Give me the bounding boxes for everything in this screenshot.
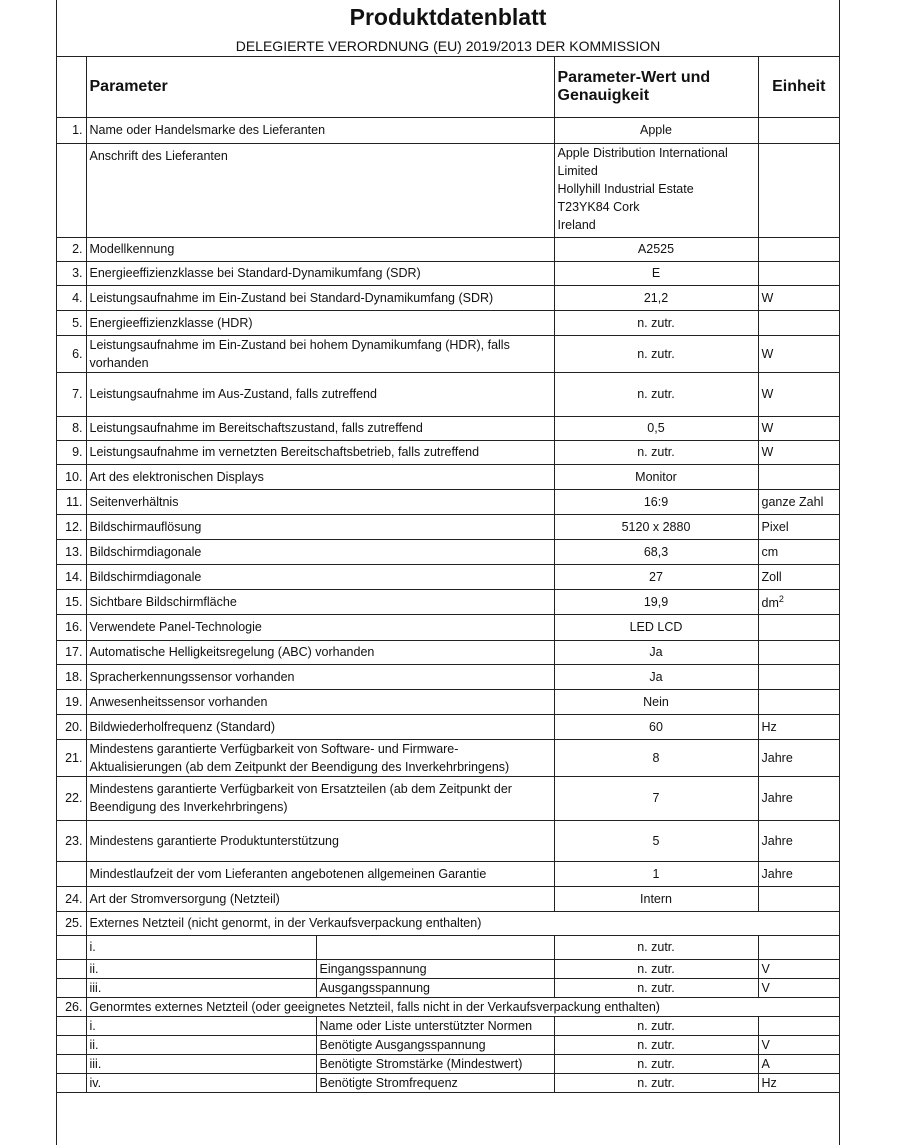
row-value: 5120 x 2880: [554, 514, 758, 539]
sub-row: [57, 1035, 839, 1054]
row-unit: [758, 310, 839, 335]
sub-row-spacer: [57, 978, 86, 997]
row-value: Intern: [554, 886, 758, 911]
sub-row-spacer: [57, 935, 86, 959]
sub-row-unit: Hz: [758, 1073, 839, 1092]
row-number: 3.: [57, 261, 86, 285]
row-parameter: Mindestens garantierte Produktunterstützung: [86, 820, 554, 861]
row-number: 4.: [57, 285, 86, 310]
address-line: Apple Distribution International: [557, 145, 728, 160]
row-number: 22.: [57, 776, 86, 820]
row-value: n. zutr.: [554, 310, 758, 335]
row-value: 0,5: [554, 416, 758, 440]
document-subtitle: DELEGIERTE VERORDNUNG (EU) 2019/2013 DER KOMMISSION: [235, 38, 661, 54]
row-unit: [758, 464, 839, 489]
row-unit: [758, 589, 839, 614]
sub-row-index: iv.: [86, 1073, 316, 1092]
row-value: n. zutr.: [554, 335, 758, 372]
unit-text: W: [761, 421, 774, 435]
row-parameter: Art der Stromversorgung (Netzteil): [86, 886, 554, 911]
table-row: [57, 261, 839, 285]
row-number: 11.: [57, 489, 86, 514]
row-parameter: Leistungsaufnahme im Aus-Zustand, falls zutreffend: [86, 372, 554, 416]
row-number: 23.: [57, 820, 86, 861]
row-parameter: Automatische Helligkeitsregelung (ABC) vorhanden: [86, 640, 554, 664]
table-row: [57, 776, 839, 820]
row-value: Nein: [554, 689, 758, 714]
address-line: Ireland: [557, 217, 596, 232]
row-unit: [758, 689, 839, 714]
row-unit: [758, 117, 839, 143]
unit-text: W: [761, 290, 774, 305]
unit-text: cm: [761, 544, 779, 559]
row-parameter: Modellkennung: [86, 237, 554, 261]
row-unit: [758, 886, 839, 911]
row-parameter: Name oder Handelsmarke des Lieferanten: [86, 117, 554, 143]
row-unit: [758, 739, 839, 776]
header-unit: Einheit: [758, 57, 839, 117]
row-number: 9.: [57, 440, 86, 464]
unit-text: Jahre: [761, 750, 793, 765]
row-value: 1: [554, 861, 758, 886]
address-line: Limited: [557, 163, 598, 178]
address-line: T23YK84 Cork: [557, 199, 640, 214]
row-parameter: Anwesenheitssensor vorhanden: [86, 689, 554, 714]
sub-row-unit: A: [758, 1054, 839, 1073]
unit-text: Pixel: [761, 519, 789, 534]
sub-row: [57, 1073, 839, 1092]
row-number: 8.: [57, 416, 86, 440]
row-value: 27: [554, 564, 758, 589]
row-unit: [758, 489, 839, 514]
row-unit: [758, 335, 839, 372]
sub-row-index: i.: [86, 1016, 316, 1035]
address-line: Hollyhill Industrial Estate: [557, 181, 694, 196]
sub-row-label: Benötigte Stromstärke (Mindestwert): [316, 1054, 554, 1073]
sub-row-spacer: [57, 1035, 86, 1054]
row-unit: [758, 640, 839, 664]
sub-row-value: n. zutr.: [554, 935, 758, 959]
row-unit: [758, 539, 839, 564]
table-row: [57, 714, 839, 739]
header-parameter: Parameter: [86, 57, 554, 117]
table-row: [57, 820, 839, 861]
table-row: [57, 440, 839, 464]
table-row: [57, 614, 839, 640]
row-parameter: Seitenverhältnis: [86, 489, 554, 514]
unit-text: W: [761, 346, 774, 361]
sub-row-value: n. zutr.: [554, 959, 758, 978]
table-row: [57, 640, 839, 664]
row-unit: [758, 564, 839, 589]
row-value: Ja: [554, 640, 758, 664]
document-title: Produktdatenblatt: [349, 4, 547, 30]
row-parameter: Leistungsaufnahme im Ein-Zustand bei hohem Dynamikumfang (HDR), falls vorhanden: [86, 335, 554, 372]
row-value: 5: [554, 820, 758, 861]
row-number: 18.: [57, 664, 86, 689]
unit-text: Jahre: [761, 833, 793, 848]
table-row: [57, 335, 839, 372]
row-unit: [758, 261, 839, 285]
table-row: [57, 416, 839, 440]
row-parameter: Mindestens garantierte Verfügbarkeit von Software- und Firmware-Aktualisierungen (ab dem Zeitpunkt der Beendigung des Inverkehrbringens): [86, 739, 554, 776]
sub-row-label: Benötigte Ausgangsspannung: [316, 1035, 554, 1054]
row-unit: [758, 714, 839, 739]
row-parameter: Energieeffizienzklasse (HDR): [86, 310, 554, 335]
unit-text: Hz: [761, 719, 777, 734]
sub-row-value: n. zutr.: [554, 1035, 758, 1054]
sub-row: [57, 1016, 839, 1035]
row-value: 60: [554, 714, 758, 739]
row-value: Monitor: [554, 464, 758, 489]
row-unit: [758, 285, 839, 310]
sub-row-label: Name oder Liste unterstützter Normen: [316, 1016, 554, 1035]
table-row: [57, 739, 839, 776]
row-parameter: Bildschirmdiagonale: [86, 539, 554, 564]
row-parameter: Verwendete Panel-Technologie: [86, 614, 554, 640]
row-parameter: Energieeffizienzklasse bei Standard-Dynamikumfang (SDR): [86, 261, 554, 285]
table-row: [57, 689, 839, 714]
parameter-table: [57, 57, 839, 1093]
unit-text: Jahre: [761, 866, 793, 881]
table-row: [57, 372, 839, 416]
sub-row: [57, 959, 839, 978]
row-unit: [758, 664, 839, 689]
row-number: 1.: [57, 117, 86, 143]
row-number: 24.: [57, 886, 86, 911]
table-row: [57, 117, 839, 143]
row-number: 13.: [57, 539, 86, 564]
unit-text: W: [761, 387, 774, 401]
row-value: 16:9: [554, 489, 758, 514]
table-row: [57, 464, 839, 489]
row-parameter: Leistungsaufnahme im Ein-Zustand bei Standard-Dynamikumfang (SDR): [86, 285, 554, 310]
row-parameter: Anschrift des Lieferanten: [86, 143, 554, 237]
row-number: 10.: [57, 464, 86, 489]
sub-row-index: ii.: [86, 1035, 316, 1054]
row-number: 2.: [57, 237, 86, 261]
sub-row-spacer: [57, 959, 86, 978]
sub-row-spacer: [57, 1016, 86, 1035]
section26-header: [57, 997, 839, 1016]
header-value: Parameter-Wert und Genauigkeit: [554, 57, 758, 117]
row-unit: [758, 237, 839, 261]
row-parameter: Sichtbare Bildschirmfläche: [86, 589, 554, 614]
sub-row-unit: V: [758, 1035, 839, 1054]
row-unit: [758, 776, 839, 820]
row-parameter: Leistungsaufnahme im vernetzten Bereitschaftsbetrieb, falls zutreffend: [86, 440, 554, 464]
row-number: 12.: [57, 514, 86, 539]
unit-superscript: 2: [778, 594, 784, 605]
row-number: 19.: [57, 689, 86, 714]
row-parameter: Mindestlaufzeit der vom Lieferanten angebotenen allgemeinen Garantie: [86, 861, 554, 886]
row-number: 5.: [57, 310, 86, 335]
row-unit: [758, 440, 839, 464]
row-parameter: Bildschirmdiagonale: [86, 564, 554, 589]
unit-text: W: [761, 445, 774, 459]
table-row: [57, 310, 839, 335]
title-block: [57, 0, 839, 57]
row-value: 68,3: [554, 539, 758, 564]
row-value: A2525: [554, 237, 758, 261]
sub-row-unit: [758, 935, 839, 959]
sub-row-value: n. zutr.: [554, 978, 758, 997]
row-value: 8: [554, 739, 758, 776]
table-row: [57, 237, 839, 261]
row-number: 15.: [57, 589, 86, 614]
row-number: 21.: [57, 739, 86, 776]
section25-header: [57, 911, 839, 935]
row-value: Apple: [554, 117, 758, 143]
row-unit: [758, 143, 839, 237]
row-unit: [758, 372, 839, 416]
sub-row-index: ii.: [86, 959, 316, 978]
unit-text: ganze Zahl: [761, 494, 824, 509]
unit-text: Jahre: [761, 791, 793, 805]
table-row: [57, 539, 839, 564]
row-unit: [758, 820, 839, 861]
row-number: 7.: [57, 372, 86, 416]
sub-row-unit: [758, 1016, 839, 1035]
table-row: [57, 143, 839, 237]
table-row: [57, 489, 839, 514]
sub-row-index: iii.: [86, 978, 316, 997]
header-number-cell: [57, 57, 86, 117]
row-value: LED LCD: [554, 614, 758, 640]
row-number: 14.: [57, 564, 86, 589]
table-row: [57, 664, 839, 689]
sub-row-label: Benötigte Stromfrequenz: [316, 1073, 554, 1092]
row-value: n. zutr.: [554, 372, 758, 416]
row-value: E: [554, 261, 758, 285]
sub-row: [57, 935, 839, 959]
row-parameter: Art des elektronischen Displays: [86, 464, 554, 489]
row-unit: [758, 614, 839, 640]
row-unit: [758, 861, 839, 886]
sub-row-value: n. zutr.: [554, 1054, 758, 1073]
row-value-address: [554, 143, 758, 237]
row-value: 7: [554, 776, 758, 820]
section-number: 26.: [57, 997, 86, 1016]
sub-row-index: i.: [86, 935, 316, 959]
table-row: [57, 514, 839, 539]
unit-text: Zoll: [761, 569, 782, 584]
sub-row-spacer: [57, 1073, 86, 1092]
row-parameter: Bildschirmauflösung: [86, 514, 554, 539]
product-datasheet: [56, 0, 840, 1145]
table-row: [57, 861, 839, 886]
table-header-row: [57, 57, 839, 117]
sub-row: [57, 1054, 839, 1073]
row-unit: [758, 416, 839, 440]
row-value: 21,2: [554, 285, 758, 310]
row-number: [57, 143, 86, 237]
sub-row-label: [316, 935, 554, 959]
row-parameter: Mindestens garantierte Verfügbarkeit von Ersatzteilen (ab dem Zeitpunkt der Beendigung des Inverkehrbringens): [86, 776, 554, 820]
sub-row-value: n. zutr.: [554, 1016, 758, 1035]
row-value: Ja: [554, 664, 758, 689]
sub-row-label: Ausgangsspannung: [316, 978, 554, 997]
row-number: 17.: [57, 640, 86, 664]
section-title: Externes Netzteil (nicht genormt, in der Verkaufsverpackung enthalten): [86, 911, 839, 935]
sub-row-index: iii.: [86, 1054, 316, 1073]
row-number: [57, 861, 86, 886]
table-row: [57, 589, 839, 614]
section-number: 25.: [57, 911, 86, 935]
table-row: [57, 564, 839, 589]
row-number: 6.: [57, 335, 86, 372]
row-value: n. zutr.: [554, 440, 758, 464]
row-parameter: Leistungsaufnahme im Bereitschaftszustand, falls zutreffend: [86, 416, 554, 440]
row-number: 16.: [57, 614, 86, 640]
unit-text: dm: [761, 596, 779, 611]
row-unit: [758, 514, 839, 539]
sub-row-label: Eingangsspannung: [316, 959, 554, 978]
sub-row-unit: V: [758, 959, 839, 978]
row-parameter: Bildwiederholfrequenz (Standard): [86, 714, 554, 739]
sub-row-unit: V: [758, 978, 839, 997]
section-title: Genormtes externes Netzteil (oder geeignetes Netzteil, falls nicht in der Verkaufsverpackung enthalten): [86, 997, 839, 1016]
sub-row: [57, 978, 839, 997]
sub-row-value: n. zutr.: [554, 1073, 758, 1092]
row-value: 19,9: [554, 589, 758, 614]
sub-row-spacer: [57, 1054, 86, 1073]
table-row: [57, 285, 839, 310]
table-row: [57, 886, 839, 911]
row-number: 20.: [57, 714, 86, 739]
row-parameter: Spracherkennungssensor vorhanden: [86, 664, 554, 689]
